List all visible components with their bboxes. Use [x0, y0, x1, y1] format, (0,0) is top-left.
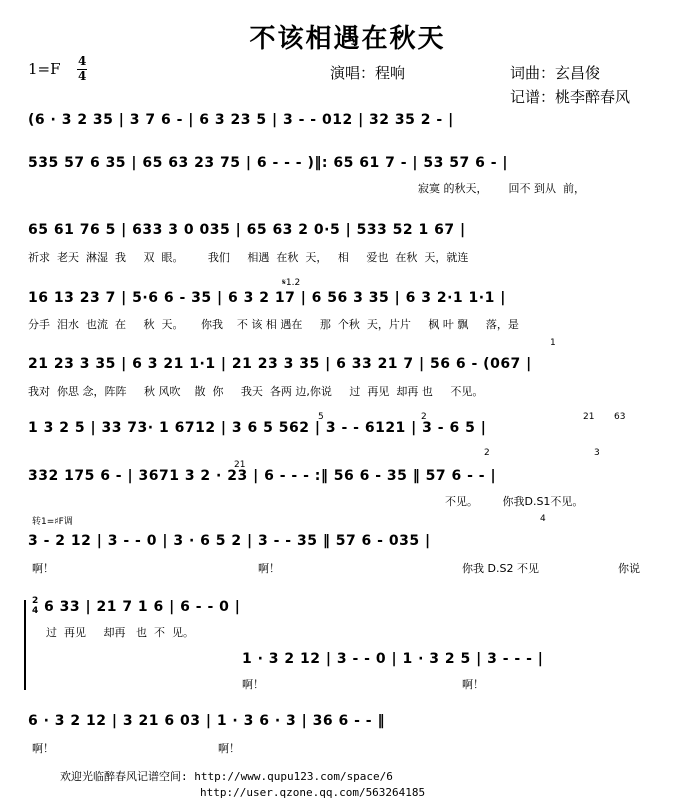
score-line-4: 16 13 23 7 | 5·6 6 - 35 | 6 3 2 17 | 6 56 3 35 | 6 3 2·1 1·1 |	[28, 290, 506, 306]
lyrics-line-2: 寂寞 的秋天， 回不 到从 前，	[418, 182, 585, 195]
score-line-10: 1 · 3 2 12 | 3 - - 0 | 1 · 3 2 5 | 3 - - - |	[242, 651, 544, 667]
grace-note-2: 2	[421, 412, 427, 422]
score-line-11: 6 · 3 2 12 | 3 21 6 03 | 1 · 3 6 · 3 | 36 6 - - ‖	[28, 713, 385, 729]
score-line-7: 332 175 6 - | 3671 3 2 · 23 | 6 - - - :‖ 56 6 - 35 ‖ 57 6 - - |	[28, 468, 497, 484]
lyrics-line-8-c: 你我 D.S2 不见	[462, 562, 539, 575]
volta-2: 2	[484, 448, 490, 458]
lyrics-line-10-b: 啊！	[462, 678, 484, 691]
grace-note-4: 63	[614, 412, 626, 422]
score-line-1: (6 · 3 2 35 | 3 7 6 - | 6 3 23 5 | 3 - - 012 | 32 35 2 - |	[28, 112, 454, 128]
system-bracket	[24, 600, 26, 690]
lyrics-line-11-b: 啊！	[218, 742, 240, 755]
lyrics-line-3: 祈求 老天 淋湿 我 双 眼。 我们 相遇 在秋 天， 相 爱也 在秋 天，就连	[28, 251, 469, 264]
volta-3: 3	[594, 448, 600, 458]
song-title: 不该相遇在秋天	[249, 24, 446, 54]
score-line-9: 6 33 | 21 7 1 6 | 6 - - 0 |	[44, 599, 241, 615]
lyrics-line-11-a: 啊！	[32, 742, 54, 755]
score-line-2: 535 57 6 35 | 65 63 23 75 | 6 - - - )‖: 65 61 7 - | 53 57 6 - |	[28, 155, 508, 171]
score-line-3: 65 61 76 5 | 633 3 0 035 | 65 63 2 0·5 | 533 52 1 67 |	[28, 222, 466, 238]
lyrics-line-5: 我对 你思 念，阵阵 秋 风吹 散 你 我天 各两 边,你说 过 再见 却再 也 不见。	[28, 385, 484, 398]
lyrics-line-4: 分手 泪水 也流 在 秋 天。 你我 不 该 相 遇在 那 个秋 天，片片 枫 叶 飘 落，是	[28, 318, 519, 331]
lyrics-line-8-a: 啊！	[32, 562, 54, 575]
time-signature-top: 4	[78, 54, 87, 68]
key-signature: 1=F	[28, 60, 61, 78]
lyrics-line-8-b: 啊！	[258, 562, 280, 575]
score-line-8: 3 - 2 12 | 3 - - 0 | 3 · 6 5 2 | 3 - - 35 ‖ 57 6 - 035 |	[28, 533, 431, 549]
transcriber: 记谱：桃李醉春风	[510, 88, 631, 106]
footer-line-2: http://user.qzone.qq.com/563264185	[200, 786, 426, 799]
time-change-top: 2	[32, 596, 39, 606]
grace-note-5: 21	[234, 460, 246, 470]
footer-line-1: 欢迎光临醉春风记谱空间: http://www.qupu123.com/space/6	[60, 770, 393, 783]
modulation-note: 转1=♯F调	[32, 517, 73, 527]
lyrics-line-7: 不见。 你我D.S1不见。	[445, 495, 584, 508]
lyrics-line-10-a: 啊！	[242, 678, 264, 691]
composer: 词曲：玄昌俊	[510, 64, 601, 82]
segno-mark: 𝄋1.2	[282, 278, 301, 288]
time-change-bottom: 4	[32, 606, 39, 616]
grace-note-1: 5	[318, 412, 324, 422]
time-signature-bottom: 4	[78, 69, 87, 83]
lyrics-line-8-d: 你说	[618, 562, 640, 575]
score-line-6: 1 3 2 5 | 33 73· 1 6712 | 3 6 5 562 | 3 - - 6121 | 3 - 6 5 |	[28, 420, 487, 436]
lyrics-line-9: 过 再见 却再 也 不 见。	[46, 626, 194, 639]
score-line-5: 21 23 3 35 | 6 3 21 1·1 | 21 23 3 35 | 6 33 21 7 | 56 6 - (067 |	[28, 356, 532, 372]
volta-1: 1	[550, 338, 556, 348]
volta-4: 4	[540, 514, 546, 524]
grace-note-3: 21	[583, 412, 595, 422]
singer: 演唱：程响	[330, 64, 406, 82]
